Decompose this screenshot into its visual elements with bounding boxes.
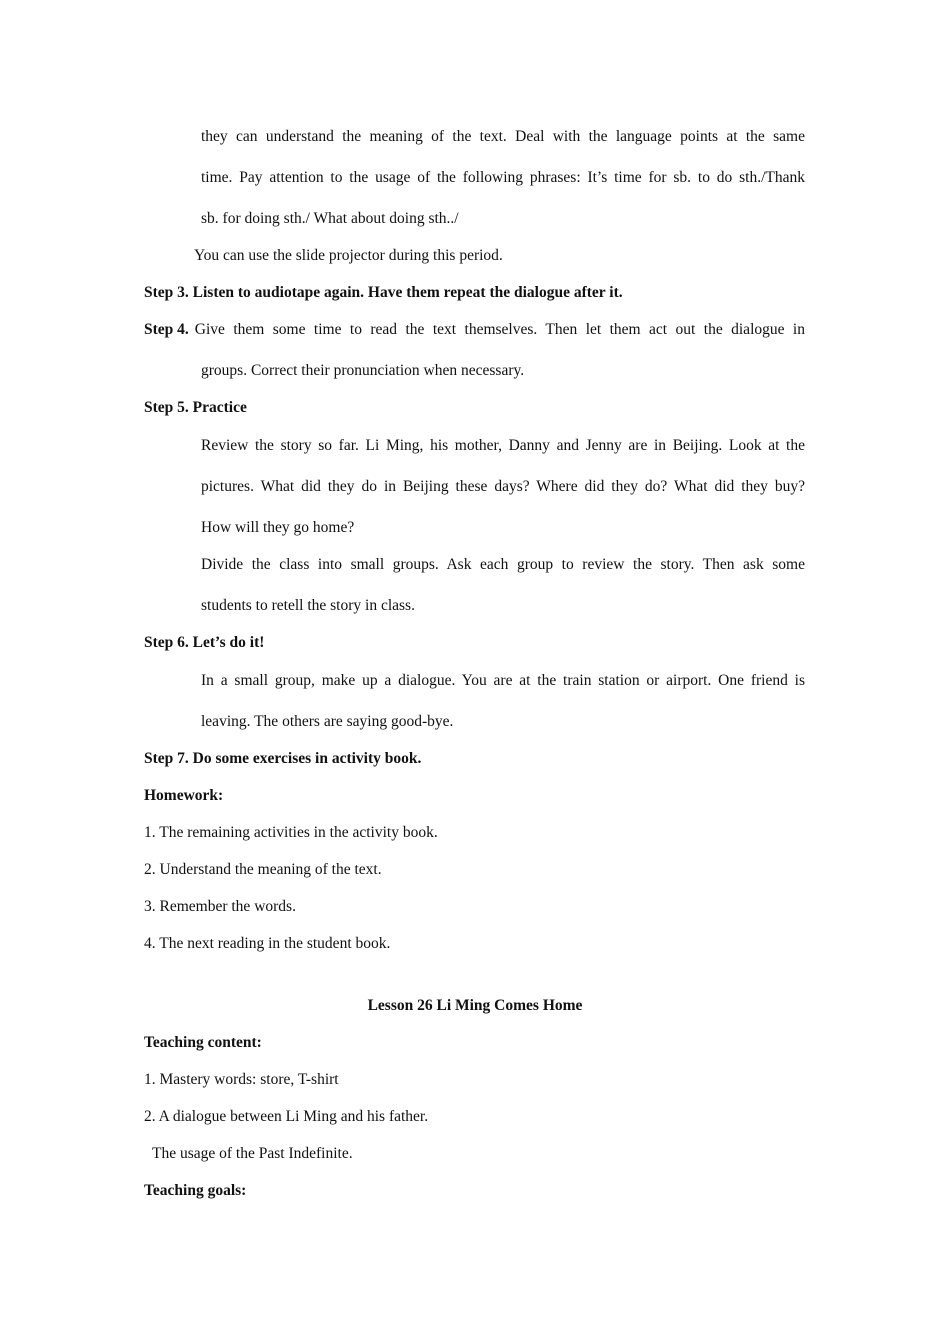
step5-para2-line: students to retell the story in class. [201, 597, 415, 614]
lesson-title: Lesson 26 Li Ming Comes Home [367, 997, 583, 1014]
step5-para2-line: Divide the class into small groups. Ask each group to review the story. Then ask some [201, 556, 805, 573]
step6-line: In a small group, make up a dialogue. You are at the train station or airport. One friend is [201, 672, 805, 689]
homework-item: 2. Understand the meaning of the text. [144, 861, 382, 878]
homework-item: 4. The next reading in the student book. [144, 935, 391, 952]
teaching-content-heading: Teaching content: [144, 1034, 262, 1051]
paragraph-line: they can understand the meaning of the text. Deal with the language points at the same [201, 128, 805, 145]
homework-heading: Homework: [144, 787, 224, 804]
step5-heading: Step 5. Practice [144, 399, 247, 416]
paragraph-line: sb. for doing sth./ What about doing sth../ [201, 210, 459, 227]
step5-para1-line: How will they go home? [201, 519, 355, 536]
step4-line [144, 320, 805, 340]
teaching-goals-heading: Teaching goals: [144, 1182, 247, 1199]
step7-heading: Step 7. Do some exercises in activity book. [144, 750, 422, 767]
homework-item: 1. The remaining activities in the activity book. [144, 824, 438, 841]
paragraph-line: time. Pay attention to the usage of the following phrases: It’s time for sb. to do sth./Thank [201, 169, 805, 186]
content-item: 1. Mastery words: store, T-shirt [144, 1071, 339, 1088]
step4-label: Step 4. [144, 321, 189, 338]
step4-text-cont: groups. Correct their pronunciation when necessary. [201, 362, 525, 379]
content-item: 2. A dialogue between Li Ming and his father. [144, 1108, 429, 1125]
content-item: The usage of the Past Indefinite. [152, 1145, 353, 1162]
step3-heading: Step 3. Listen to audiotape again. Have them repeat the dialogue after it. [144, 284, 623, 301]
step4-text: Give them some time to read the text themselves. Then let them act out the dialogue in [194, 321, 805, 338]
step6-heading: Step 6. Let’s do it! [144, 634, 265, 651]
homework-item: 3. Remember the words. [144, 898, 296, 915]
step5-para1-line: pictures. What did they do in Beijing these days? Where did they do? What did they buy? [201, 478, 805, 495]
step5-para1-line: Review the story so far. Li Ming, his mother, Danny and Jenny are in Beijing. Look at the [201, 437, 805, 454]
projector-note: You can use the slide projector during this period. [194, 247, 503, 264]
step6-line: leaving. The others are saying good-bye. [201, 713, 454, 730]
